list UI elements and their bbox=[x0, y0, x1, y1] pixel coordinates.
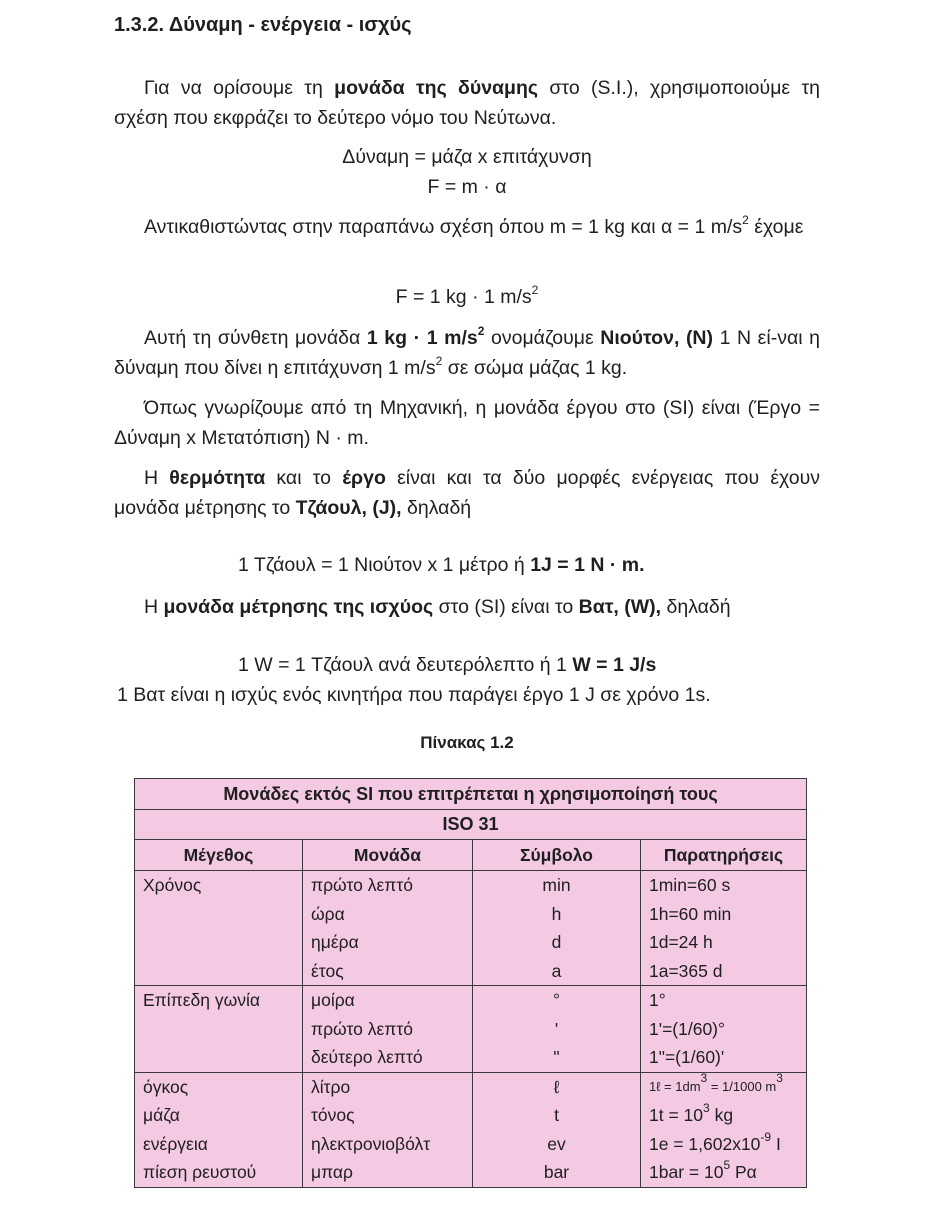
unit: τόνος bbox=[311, 1105, 355, 1125]
bold-term: W = 1 J/s bbox=[572, 654, 657, 676]
text: kg bbox=[709, 1105, 734, 1125]
note bbox=[649, 1130, 798, 1159]
symbol: h bbox=[551, 903, 562, 924]
note: 1"=(1/60)' bbox=[649, 1047, 725, 1067]
symbol: bar bbox=[543, 1162, 570, 1182]
text: 1bar = 10 bbox=[649, 1162, 724, 1182]
symbol-cell bbox=[473, 1072, 641, 1187]
section-heading: 1.3.2. Δύναμη - ενέργεια - ισχύς bbox=[114, 14, 412, 36]
superscript: 3 bbox=[703, 1101, 710, 1115]
paragraph-watt bbox=[144, 596, 731, 619]
table-row bbox=[135, 986, 807, 1073]
bold-term: έργο bbox=[342, 467, 386, 489]
symbol: " bbox=[553, 1047, 560, 1067]
superscript: 2 bbox=[742, 213, 749, 227]
text: ονομάζουμε bbox=[484, 327, 601, 349]
symbol-cell bbox=[473, 871, 641, 986]
quantity: μάζα bbox=[143, 1105, 180, 1125]
equation-watt bbox=[238, 654, 656, 677]
text: Αντικαθιστώντας στην παραπάνω σχέση όπου m = 1 kg και α = 1 m/s bbox=[144, 216, 743, 238]
quantity-cell bbox=[135, 871, 303, 986]
quantity: Χρόνος bbox=[143, 875, 202, 895]
table-caption: Πίνακας 1.2 bbox=[420, 733, 514, 752]
unit: δεύτερο λεπτό bbox=[311, 1047, 423, 1067]
bold-term: 1 kg · 1 m/s bbox=[366, 327, 478, 349]
paragraph-joule bbox=[114, 463, 820, 523]
note: 1'=(1/60)° bbox=[649, 1018, 726, 1039]
text: Η bbox=[144, 596, 164, 618]
text: 1ℓ = 1dm bbox=[649, 1078, 701, 1094]
table-standard: ISO 31 bbox=[135, 810, 807, 840]
symbol: ° bbox=[553, 990, 560, 1010]
quantity-cell bbox=[135, 986, 303, 1073]
symbol-cell bbox=[473, 986, 641, 1073]
symbol: t bbox=[554, 1105, 559, 1125]
text: είναι και τα δύο μορφές ενέργειας που έχουν μονάδα μέτρησης το bbox=[114, 467, 821, 519]
note: 1h=60 min bbox=[649, 903, 732, 924]
unit: πρώτο λεπτό bbox=[311, 1018, 413, 1039]
paragraph-watt-definition: 1 Βατ είναι η ισχύς ενός κινητήρα που παράγει έργο 1 J σε χρόνο 1s. bbox=[117, 684, 711, 706]
unit: ώρα bbox=[311, 903, 345, 924]
bold-term: μονάδα μέτρησης της ισχύος bbox=[163, 596, 434, 618]
paragraph-substitution bbox=[114, 212, 820, 242]
unit: έτος bbox=[311, 960, 344, 981]
bold-term: Βατ, (W), bbox=[578, 596, 662, 618]
superscript: 3 bbox=[700, 1070, 708, 1085]
text: στο (SI) είναι το bbox=[433, 596, 579, 618]
superscript: 2 bbox=[477, 324, 485, 338]
superscript: 2 bbox=[531, 283, 539, 297]
text: = 1/1000 m bbox=[707, 1078, 777, 1094]
table-title: Μονάδες εκτός SI που επιτρέπεται η χρησιμοποίησή τους bbox=[135, 779, 807, 810]
unit: μοίρα bbox=[311, 990, 355, 1010]
superscript: 2 bbox=[435, 354, 443, 368]
quantity-cell bbox=[135, 1072, 303, 1187]
text: Pα bbox=[730, 1162, 757, 1182]
bold-term: 1J = 1 N · m. bbox=[530, 554, 645, 576]
bold-term: Τζάουλ, (J), bbox=[295, 497, 402, 519]
symbol: min bbox=[542, 875, 571, 895]
unit-cell bbox=[303, 871, 473, 986]
note bbox=[649, 1101, 798, 1130]
unit: ημέρα bbox=[311, 932, 359, 952]
equation-newton bbox=[114, 283, 820, 309]
table-row bbox=[135, 871, 807, 986]
text: 1 N εί-ναι η δύναμη που δίνει η επιτάχυνση 1 m/s bbox=[114, 327, 820, 379]
column-header: Σύμβολο bbox=[473, 840, 641, 871]
column-header: Παρατηρήσεις bbox=[641, 840, 807, 871]
quantity: ενέργεια bbox=[143, 1133, 208, 1154]
symbol: ' bbox=[554, 1018, 559, 1039]
unit: πρώτο λεπτό bbox=[311, 875, 413, 895]
superscript: 3 bbox=[776, 1070, 783, 1085]
text: και το bbox=[265, 467, 343, 489]
unit-cell bbox=[303, 986, 473, 1073]
superscript: 5 bbox=[723, 1158, 731, 1172]
text: σε σώμα μάζας 1 kg. bbox=[442, 357, 628, 379]
column-header: Μέγεθος bbox=[135, 840, 303, 871]
equation-force-words: Δύναμη = μάζα x επιτάχυνση bbox=[342, 146, 592, 168]
table-row bbox=[135, 1072, 807, 1187]
paragraph-force-definition bbox=[114, 73, 820, 133]
note: 1a=365 d bbox=[649, 960, 723, 981]
unit-cell bbox=[303, 1072, 473, 1187]
notes-cell bbox=[641, 1072, 807, 1187]
column-header: Μονάδα bbox=[303, 840, 473, 871]
paragraph-newton-unit bbox=[114, 323, 820, 383]
quantity: όγκος bbox=[143, 1076, 189, 1097]
equation-force-symbols: F = m · α bbox=[427, 176, 507, 198]
text: 1 W = 1 Τζάουλ ανά δευτερόλεπτο ή 1 bbox=[238, 654, 573, 676]
superscript: -9 bbox=[760, 1129, 772, 1144]
text: Για να ορίσουμε τη bbox=[144, 77, 335, 99]
text: δηλαδή bbox=[661, 596, 731, 618]
bold-term: Νιούτον, (N) bbox=[600, 327, 714, 349]
notes-cell bbox=[641, 986, 807, 1073]
text: F = 1 kg · 1 m/s bbox=[395, 286, 532, 308]
note: 1d=24 h bbox=[649, 932, 713, 952]
symbol: a bbox=[551, 960, 562, 981]
equation-joule bbox=[238, 554, 645, 577]
unit: ηλεκτρονιοβόλτ bbox=[311, 1133, 431, 1154]
unit: λίτρο bbox=[311, 1076, 351, 1097]
units-table bbox=[134, 778, 807, 1188]
notes-cell bbox=[641, 871, 807, 986]
text: δηλαδή bbox=[401, 497, 472, 519]
text: 1 Τζάουλ = 1 Νιούτον x 1 μέτρο ή bbox=[238, 554, 531, 576]
note: 1min=60 s bbox=[649, 875, 731, 895]
text: έχομε bbox=[748, 216, 804, 238]
note bbox=[649, 1158, 798, 1187]
text: Η bbox=[144, 467, 170, 489]
note: 1° bbox=[649, 990, 666, 1010]
text: 1t = 10 bbox=[649, 1105, 704, 1125]
bold-term: θερμότητα bbox=[169, 467, 266, 489]
quantity: Επίπεδη γωνία bbox=[143, 990, 261, 1010]
text: στο (S.I.), χρησιμοποιούμε τη σχέση που εκφράζει το δεύτερο νόμο του Νεύτωνα. bbox=[114, 77, 820, 129]
note bbox=[649, 1070, 798, 1102]
unit: μπαρ bbox=[311, 1162, 353, 1182]
symbol: d bbox=[551, 932, 562, 952]
paragraph-work-unit: Όπως γνωρίζουμε από τη Μηχανική, η μονάδα έργου στο (SI) είναι (Έργο = Δύναμη x Μετατόπιση) N · m. bbox=[114, 397, 820, 449]
symbol: ℓ bbox=[553, 1076, 560, 1097]
bold-term: μονάδα της δύναμης bbox=[334, 77, 539, 99]
text: 1e = 1,602x10 bbox=[649, 1133, 761, 1154]
symbol: ev bbox=[547, 1133, 566, 1154]
text: Αυτή τη σύνθετη μονάδα bbox=[144, 327, 367, 349]
quantity: πίεση ρευστού bbox=[143, 1162, 257, 1182]
text: I bbox=[771, 1133, 781, 1154]
